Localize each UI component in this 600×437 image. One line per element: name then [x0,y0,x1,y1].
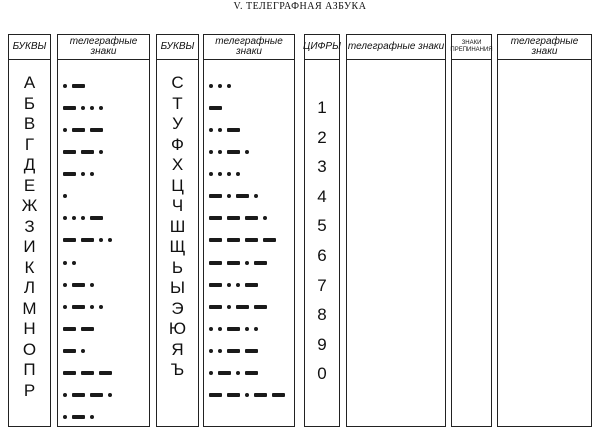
morse-dash [209,305,222,309]
morse-dash [72,283,85,287]
letter: Ч [171,196,184,215]
morse-dash [81,327,94,331]
digit: 5 [317,216,327,236]
morse-code [63,165,99,170]
morse-dash [227,150,240,154]
morse-dot [227,172,231,176]
morse-dash [72,393,85,397]
digit: 8 [317,305,327,325]
letter: Г [24,134,35,154]
morse-dash [72,84,85,88]
morse-code [209,188,263,193]
morse-dot [218,327,222,331]
morse-code [63,121,108,126]
morse-dot [254,194,258,198]
morse-code [209,320,263,325]
morse-code [209,276,263,281]
morse-dot [81,172,85,176]
letter: Д [23,155,36,174]
morse-dot [209,128,213,132]
morse-dot [227,283,231,287]
morse-code [209,232,281,237]
morse-dash [236,194,249,198]
letter: У [172,114,183,133]
morse-dot [254,327,258,331]
morse-dash [209,194,222,198]
morse-dash [209,261,222,265]
morse-dot [263,216,267,220]
morse-dot [99,106,103,110]
morse-dot [236,172,240,176]
morse-dot [99,238,103,242]
morse-dash [245,349,258,353]
morse-dot [245,150,249,154]
letter: А [23,73,36,92]
morse-dot [63,283,67,287]
letter: Р [23,380,36,400]
digit: 4 [317,186,327,206]
codes-column-2 [203,34,295,427]
letter: Э [171,298,184,318]
morse-code [209,165,245,170]
morse-dot [245,327,249,331]
letter: Я [171,339,184,359]
morse-code [209,99,227,104]
digit: 3 [317,157,327,177]
punctuation-header: ЗНАКИ ПРЕПИНАНИЯ [452,35,491,60]
morse-dash [254,393,267,397]
morse-dot [218,349,222,353]
morse-dot [245,261,249,265]
morse-dash [227,327,240,331]
morse-code [63,77,90,82]
letter: Н [23,319,36,338]
morse-dot [99,305,103,309]
morse-dash [90,216,103,220]
morse-code [209,210,272,215]
letter-list [9,73,50,401]
morse-dash [81,150,94,154]
morse-dash [81,371,94,375]
letters-column-2 [156,34,199,427]
morse-code [63,320,99,325]
codes-header: телеграфные знаки [58,35,149,60]
morse-code [209,386,290,391]
morse-dot [99,150,103,154]
morse-dash [63,327,76,331]
morse-dash [254,305,267,309]
letters-header: БУКВЫ [157,35,198,60]
morse-dot [236,371,240,375]
digit: 7 [317,275,327,295]
digit-list [305,93,339,389]
letter: Ф [171,134,184,154]
morse-dash [90,128,103,132]
codes-header: телеграфные знаки [498,35,591,60]
morse-dot [90,305,94,309]
morse-code [63,298,108,303]
morse-dot [90,172,94,176]
letter: Ъ [170,360,185,379]
morse-code [63,276,99,281]
morse-code [63,409,99,414]
punctuation-column [451,34,492,427]
letter: П [23,360,36,379]
morse-dash [245,238,258,242]
letter: Ц [171,175,184,195]
morse-dash [209,393,222,397]
morse-dot [81,106,85,110]
morse-dash [81,238,94,242]
morse-dot [108,238,112,242]
morse-dot [209,150,213,154]
morse-code [209,143,254,148]
letter: Щ [169,237,186,256]
morse-code [63,143,108,148]
morse-dot [63,128,67,132]
morse-code [63,210,108,215]
letter: О [22,339,37,359]
morse-dot [63,305,67,309]
digit-codes-column [346,34,446,427]
morse-dash [245,371,258,375]
morse-dot [63,84,67,88]
letter: Ь [171,257,184,277]
morse-dot [218,84,222,88]
punctuation-codes-column [497,34,592,427]
morse-dash [245,283,258,287]
morse-dash [272,393,285,397]
letter: Ш [169,216,186,236]
morse-dot [90,106,94,110]
morse-code [63,386,117,391]
morse-dash [90,393,103,397]
morse-code [63,364,117,369]
digit: 9 [317,334,327,354]
digits-column [304,34,340,427]
morse-dash [63,349,76,353]
morse-dash [209,106,222,110]
morse-dash [263,238,276,242]
morse-dot [108,393,112,397]
morse-dot [227,305,231,309]
codes-header: телеграфные знаки [204,35,294,60]
morse-dot [63,415,67,419]
morse-dot [81,349,85,353]
morse-dot [209,371,213,375]
morse-dot [63,261,67,265]
digit: 6 [317,245,327,265]
letter: Ж [21,196,38,215]
letter: Т [172,93,183,113]
morse-dot [72,261,76,265]
morse-dash [72,128,85,132]
letter: Ы [169,278,186,297]
letter: И [23,237,36,256]
morse-dot [90,415,94,419]
letter: Л [23,278,36,297]
morse-code [63,342,90,347]
morse-code [209,254,272,259]
morse-dot [63,393,67,397]
morse-dot [236,283,240,287]
morse-dash [63,371,76,375]
morse-dash [254,261,267,265]
morse-dash [209,216,222,220]
letter-list [157,73,198,381]
digit: 0 [317,364,327,384]
morse-dash [227,393,240,397]
morse-dash [63,172,76,176]
morse-dash [245,216,258,220]
morse-dot [63,216,67,220]
morse-dash [227,128,240,132]
morse-dash [72,305,85,309]
letters-column-1 [8,34,51,427]
morse-code [209,298,272,303]
digit: 2 [317,127,327,147]
morse-dash [227,216,240,220]
letter: З [24,216,35,236]
morse-dash [63,238,76,242]
morse-dot [209,172,213,176]
digit: 1 [317,98,327,117]
morse-dash [209,283,222,287]
morse-dash [227,349,240,353]
morse-code [209,77,236,82]
morse-dash [227,261,240,265]
morse-dash [72,415,85,419]
letter: В [23,114,36,133]
morse-dash [227,238,240,242]
letter: Ю [168,319,187,338]
morse-dash [218,371,231,375]
codes-header: телеграфные знаки [347,35,445,60]
morse-dash [63,106,76,110]
letter: Б [23,93,36,113]
morse-dash [236,305,249,309]
morse-code [63,188,72,193]
codes-column-1 [57,34,150,427]
morse-code [63,232,117,237]
letter: Х [171,155,184,174]
morse-dot [209,327,213,331]
morse-dot [227,194,231,198]
letter: К [24,257,35,277]
letter: С [171,73,184,92]
morse-code [209,121,245,126]
morse-dash [63,150,76,154]
morse-code [209,364,263,369]
page-title: V. ТЕЛЕГРАФНАЯ АЗБУКА [233,1,367,12]
morse-code [63,254,81,259]
letter: М [22,298,37,318]
morse-dot [218,150,222,154]
morse-code [63,99,108,104]
morse-dot [218,128,222,132]
morse-dot [63,194,67,198]
morse-dot [218,172,222,176]
morse-dot [72,216,76,220]
morse-dot [245,393,249,397]
digits-header: ЦИФРЫ [305,35,339,60]
morse-dot [209,349,213,353]
morse-dash [99,371,112,375]
morse-dot [227,84,231,88]
morse-dot [209,84,213,88]
morse-code [209,342,263,347]
morse-dot [81,216,85,220]
letter: Е [23,175,36,195]
letters-header: БУКВЫ [9,35,50,60]
morse-dot [90,283,94,287]
morse-dash [209,238,222,242]
